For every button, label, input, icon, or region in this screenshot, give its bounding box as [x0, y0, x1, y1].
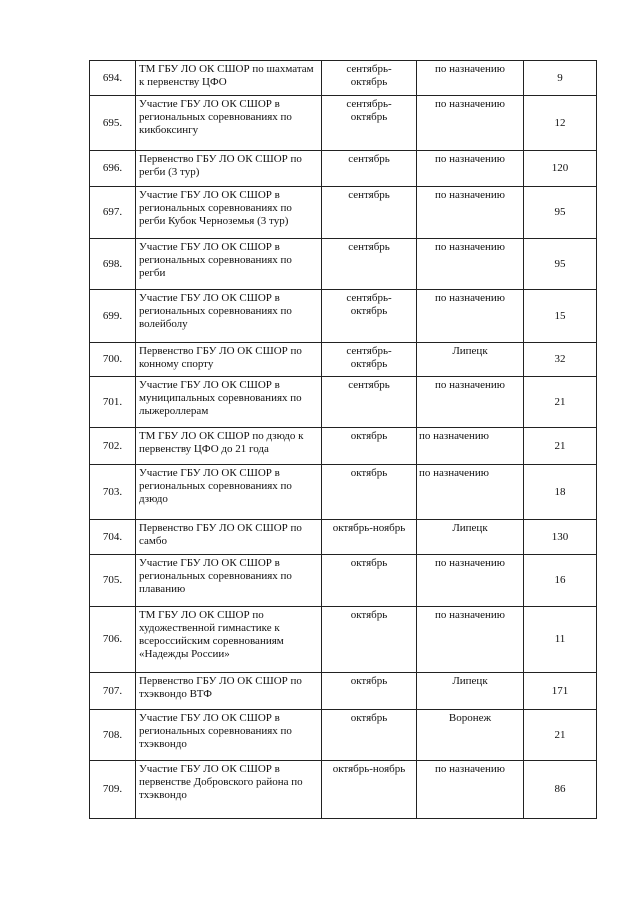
event-period: сентябрь- октябрь: [322, 61, 417, 96]
event-name: Первенство ГБУ ЛО ОК СШОР по самбо: [136, 520, 322, 555]
participant-count: 21: [524, 377, 597, 428]
event-place: по назначению: [417, 555, 524, 607]
event-place: Липецк: [417, 343, 524, 377]
event-place: по назначению: [417, 187, 524, 239]
table-row: [90, 239, 597, 290]
event-name: Участие ГБУ ЛО ОК СШОР в региональных соревнованиях по плаванию: [136, 555, 322, 607]
event-period: октябрь-ноябрь: [322, 761, 417, 819]
row-number: 696.: [90, 151, 136, 187]
table-row: [90, 673, 597, 710]
event-place: по назначению: [417, 377, 524, 428]
event-name: Первенство ГБУ ЛО ОК СШОР по тхэквондо ВТФ: [136, 673, 322, 710]
events-table-body: [90, 61, 597, 819]
participant-count: 32: [524, 343, 597, 377]
event-period: сентябрь- октябрь: [322, 343, 417, 377]
event-period: октябрь: [322, 555, 417, 607]
event-place: Липецк: [417, 673, 524, 710]
table-row: [90, 428, 597, 465]
table-row: [90, 710, 597, 761]
participant-count: 16: [524, 555, 597, 607]
participant-count: 21: [524, 428, 597, 465]
event-name: Участие ГБУ ЛО ОК СШОР в региональных соревнованиях по дзюдо: [136, 465, 322, 520]
participant-count: 11: [524, 607, 597, 673]
table-row: [90, 465, 597, 520]
event-place: Липецк: [417, 520, 524, 555]
row-number: 700.: [90, 343, 136, 377]
table-row: [90, 290, 597, 343]
table-row: [90, 151, 597, 187]
row-number: 694.: [90, 61, 136, 96]
event-place: по назначению: [417, 239, 524, 290]
event-name: ТМ ГБУ ЛО ОК СШОР по художественной гимнастике к всероссийским соревнованиям «Надежды России»: [136, 607, 322, 673]
row-number: 701.: [90, 377, 136, 428]
event-place: по назначению: [417, 61, 524, 96]
event-period: сентябрь: [322, 151, 417, 187]
table-row: [90, 761, 597, 819]
event-place: Воронеж: [417, 710, 524, 761]
event-name: Первенство ГБУ ЛО ОК СШОР по конному спорту: [136, 343, 322, 377]
participant-count: 95: [524, 239, 597, 290]
event-period: сентябрь: [322, 377, 417, 428]
table-row: [90, 520, 597, 555]
participant-count: 15: [524, 290, 597, 343]
event-period: сентябрь: [322, 187, 417, 239]
table-row: [90, 377, 597, 428]
participant-count: 120: [524, 151, 597, 187]
row-number: 703.: [90, 465, 136, 520]
event-name: ТМ ГБУ ЛО ОК СШОР по шахматам к первенству ЦФО: [136, 61, 322, 96]
event-period: октябрь: [322, 607, 417, 673]
events-table: [89, 60, 597, 819]
event-period: октябрь: [322, 465, 417, 520]
participant-count: 9: [524, 61, 597, 96]
row-number: 704.: [90, 520, 136, 555]
row-number: 695.: [90, 96, 136, 151]
event-name: Участие ГБУ ЛО ОК СШОР в муниципальных соревнованиях по лыжероллерам: [136, 377, 322, 428]
event-name: Участие ГБУ ЛО ОК СШОР в первенстве Добровского района по тхэквондо: [136, 761, 322, 819]
participant-count: 12: [524, 96, 597, 151]
event-period: октябрь: [322, 673, 417, 710]
row-number: 708.: [90, 710, 136, 761]
table-row: [90, 61, 597, 96]
event-name: Участие ГБУ ЛО ОК СШОР в региональных соревнованиях по волейболу: [136, 290, 322, 343]
event-place: по назначению: [417, 465, 524, 520]
row-number: 705.: [90, 555, 136, 607]
event-period: октябрь-ноябрь: [322, 520, 417, 555]
table-row: [90, 187, 597, 239]
event-period: сентябрь: [322, 239, 417, 290]
event-place: по назначению: [417, 96, 524, 151]
event-period: сентябрь- октябрь: [322, 96, 417, 151]
participant-count: 95: [524, 187, 597, 239]
row-number: 698.: [90, 239, 136, 290]
event-place: по назначению: [417, 151, 524, 187]
row-number: 699.: [90, 290, 136, 343]
row-number: 709.: [90, 761, 136, 819]
event-place: по назначению: [417, 290, 524, 343]
event-place: по назначению: [417, 607, 524, 673]
row-number: 707.: [90, 673, 136, 710]
event-name: ТМ ГБУ ЛО ОК СШОР по дзюдо к первенству ЦФО до 21 года: [136, 428, 322, 465]
row-number: 697.: [90, 187, 136, 239]
event-name: Участие ГБУ ЛО ОК СШОР в региональных соревнованиях по кикбоксингу: [136, 96, 322, 151]
event-name: Участие ГБУ ЛО ОК СШОР в региональных соревнованиях по тхэквондо: [136, 710, 322, 761]
event-name: Участие ГБУ ЛО ОК СШОР в региональных соревнованиях по регби: [136, 239, 322, 290]
participant-count: 18: [524, 465, 597, 520]
table-row: [90, 607, 597, 673]
row-number: 706.: [90, 607, 136, 673]
event-place: по назначению: [417, 761, 524, 819]
table-row: [90, 343, 597, 377]
event-period: октябрь: [322, 428, 417, 465]
event-name: Первенство ГБУ ЛО ОК СШОР по регби (3 тур): [136, 151, 322, 187]
event-period: октябрь: [322, 710, 417, 761]
event-name: Участие ГБУ ЛО ОК СШОР в региональных соревнованиях по регби Кубок Черноземья (3 тур): [136, 187, 322, 239]
event-place: по назначению: [417, 428, 524, 465]
participant-count: 86: [524, 761, 597, 819]
table-row: [90, 96, 597, 151]
table-row: [90, 555, 597, 607]
participant-count: 130: [524, 520, 597, 555]
event-period: сентябрь- октябрь: [322, 290, 417, 343]
participant-count: 171: [524, 673, 597, 710]
participant-count: 21: [524, 710, 597, 761]
row-number: 702.: [90, 428, 136, 465]
